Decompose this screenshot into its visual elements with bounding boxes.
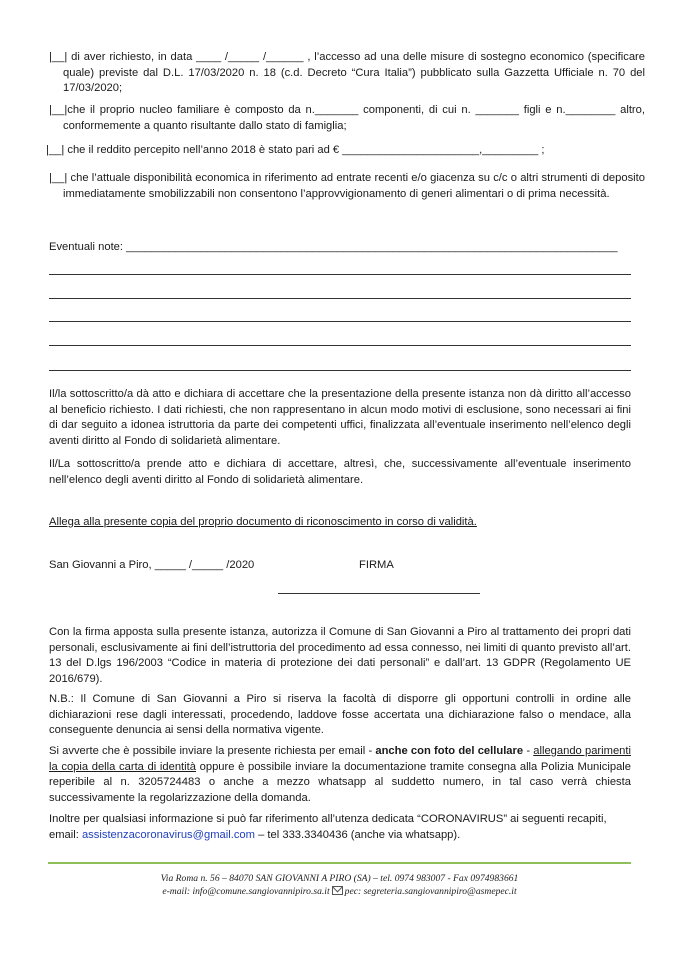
notes-line-3 [49,321,631,322]
contact-email-link[interactable]: assistenzacoronavirus@gmail.com [81,828,255,841]
signature-line [278,593,480,594]
notes-line-1 [49,274,631,275]
contact-paragraph: Inoltre per qualsiasi informazione si può far riferimento all’utenza dedicata “CORONAVIRUS” ai seguenti recapiti, email: assistenzacoronavirus@gmail.com – tel 333.3340436 (anche via whatsapp). [49,813,607,841]
notes-line-4 [49,345,631,346]
privacy-paragraph: Con la firma apposta sulla presente istanza, autorizza il Comune di San Giovanni a Piro al trattamento dei propri dati personali, esclusivamente ai fini dell’istruttoria del procedimento ad essa connesso, nei limiti di quanto previsto all’art. 13 del D.lgs 196/2003 “Codice in materia di protezione dei dati personali” e dall’art. 13 GDPR (Regolamento UE 2016/679). [49,626,631,685]
notes-line-2 [49,298,631,299]
place-date-line: San Giovanni a Piro, _____ /_____ /2020 [49,559,255,571]
notes-line-5 [49,370,631,371]
email-notice-paragraph: Si avverte che è possibile inviare la presente richiesta per email - anche con foto del cellulare - allegando parimenti la copia della carta di identità oppure è possibile inviare la documentazione tramite consegna alla Polizia Municipale reperibile al n. 3205724483 o anche a mezzo whatsapp al suddetto numero, in tal caso verrà chiesta successivamente la regolarizzazione della domanda. [49,745,631,804]
declaration-request-date: |__| di aver richiesto, in data ____ /_____ /______ , l’accesso ad una delle misure di sostegno economico (specificare quale) previste dal D.L. 17/03/2020 n. 18 (c.d. Decreto “Cura Italia”) pubblicato sulla Gazzetta Ufficiale n. 70 del 17/03/2020; [49,51,645,94]
footer-address: Via Roma n. 56 – 84070 SAN GIOVANNI A PIRO (SA) – tel. 0974 983007 - Fax 0974983661 [160,873,519,884]
nb-paragraph: N.B.: Il Comune di San Giovanni a Piro si riserva la facoltà di disporre gli opportuni controlli in ordine alle dichiarazioni rese dagli interessati, procedendo, laddove fosse accertata una dichiarazione falso o mendace, alla conseguente denuncia ai sensi della normativa vigente. [49,693,631,736]
declaration-economic-availability: |__| che l’attuale disponibilità economica in riferimento ad entrate recenti e/o giacenza su c/c o altri strumenti di deposito immediatamente smobilizzabili non consentono l’approvvigionamento di generi alimentari o di prima necessità. [49,172,645,200]
acknowledgement-paragraph-2: Il/La sottoscritto/a prende atto e dichiara di accettare, altresì, che, successivamente all’eventuale inserimento nell’elenco degli aventi diritto al Fondo di solidarietà alimentare. [49,458,631,486]
notes-label: Eventuali note: _______________________________________________________________________________ [49,241,618,253]
envelope-icon [332,886,343,895]
footer-divider [48,862,631,864]
declaration-household: |__|che il proprio nucleo familiare è composto da n._______ componenti, di cui n. _______ figli e n.________ altro, conformemente a quanto risultante dallo stato di famiglia; [49,104,645,132]
signature-label: FIRMA [359,559,394,571]
footer-contacts: e-mail: info@comune.sangiovannipiro.sa.it pec: segreteria.sangiovannipiro@asmepec.it [162,886,517,897]
declaration-income: |__| che il reddito percepito nell’anno 2018 è stato pari ad € ______________________,_________ ; [46,144,545,156]
attachment-note: Allega alla presente copia del proprio documento di riconoscimento in corso di validità. [49,516,477,528]
acknowledgement-paragraph-1: Il/la sottoscritto/a dà atto e dichiara di accettare che la presentazione della presente istanza non dà diritto all’accesso al beneficio richiesto. I dati richiesti, che non rappresentano in alcun modo motivi di esclusione, sono necessari ai fini di dar seguito a idonea istruttoria da parte dei competenti uffici, finalizzata all’eventuale inserimento nell’elenco degli aventi diritto al Fondo di solidarietà alimentare. [49,388,631,447]
